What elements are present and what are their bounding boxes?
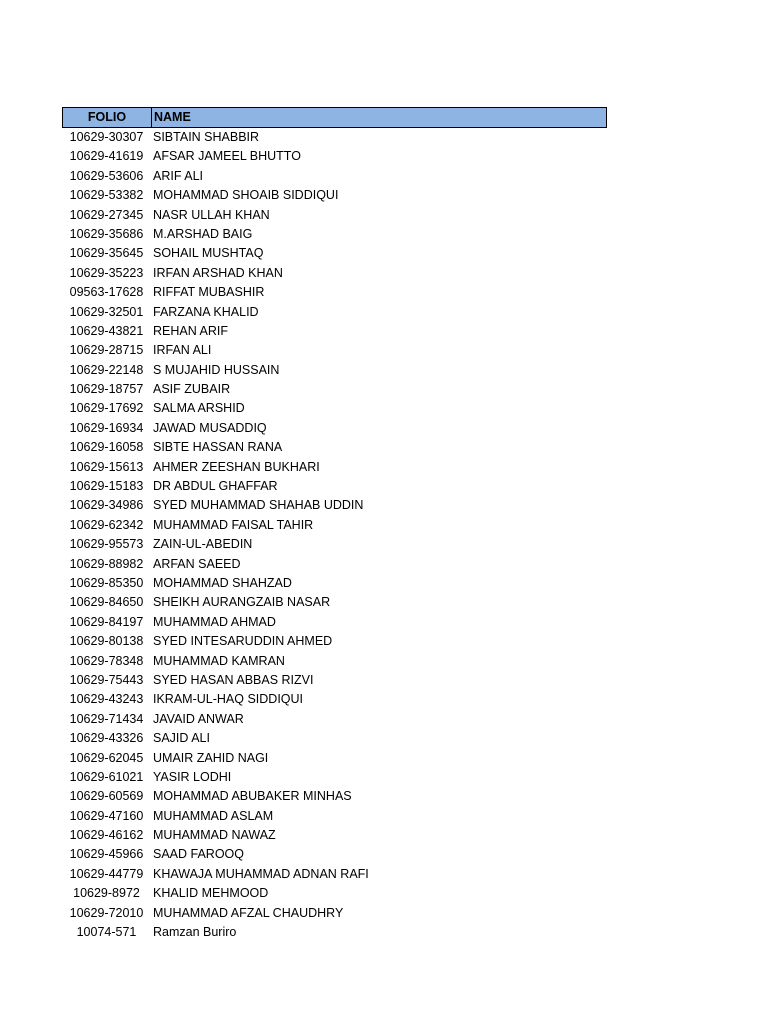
folio-cell: 10629-16934 xyxy=(69,420,144,435)
name-cell: S MUJAHID HUSSAIN xyxy=(153,362,280,377)
folio-cell: 10629-84197 xyxy=(69,614,144,629)
name-cell: FARZANA KHALID xyxy=(153,304,259,319)
table-row xyxy=(62,535,607,554)
table-row xyxy=(62,555,607,574)
folio-cell: 10629-43243 xyxy=(69,692,144,707)
name-cell: YASIR LODHI xyxy=(153,769,232,784)
folio-cell: 10629-34986 xyxy=(69,498,144,513)
name-cell: MUHAMMAD ASLAM xyxy=(153,808,274,823)
table-row xyxy=(62,613,607,632)
folio-cell: 10629-43326 xyxy=(69,731,144,746)
table-row xyxy=(62,264,607,283)
name-cell: MUHAMMAD FAISAL TAHIR xyxy=(153,517,314,532)
folio-cell: 10629-28715 xyxy=(69,343,144,358)
name-cell: RIFFAT MUBASHIR xyxy=(153,285,265,300)
name-cell: KHAWAJA MUHAMMAD ADNAN RAFI xyxy=(153,866,369,881)
folio-cell: 10629-61021 xyxy=(69,769,144,784)
table-row xyxy=(62,477,607,496)
table-row xyxy=(62,671,607,690)
name-cell: SYED INTESARUDDIN AHMED xyxy=(153,634,333,649)
table-row xyxy=(62,632,607,651)
table-row xyxy=(62,128,607,147)
folio-cell: 10629-95573 xyxy=(69,537,144,552)
folio-cell: 10629-53382 xyxy=(69,188,144,203)
name-cell: SYED HASAN ABBAS RIZVI xyxy=(153,672,314,687)
folio-header: FOLIO xyxy=(63,108,152,127)
table-row xyxy=(62,380,607,399)
table-row xyxy=(62,496,607,515)
folio-cell: 10629-44779 xyxy=(69,866,144,881)
folio-cell: 10629-27345 xyxy=(69,207,144,222)
table-row xyxy=(62,341,607,360)
table-row xyxy=(62,283,607,302)
name-cell: M.ARSHAD BAIG xyxy=(153,226,253,241)
folio-cell: 10629-46162 xyxy=(69,828,144,843)
folio-cell: 10629-75443 xyxy=(69,672,144,687)
name-cell: IRFAN ALI xyxy=(153,343,212,358)
table-row xyxy=(62,322,607,341)
name-cell: ASIF ZUBAIR xyxy=(153,382,231,397)
table-row xyxy=(62,225,607,244)
folio-cell: 09563-17628 xyxy=(69,285,144,300)
name-cell: JAVAID ANWAR xyxy=(153,711,244,726)
name-cell: NASR ULLAH KHAN xyxy=(153,207,270,222)
name-cell: MUHAMMAD NAWAZ xyxy=(153,828,276,843)
folio-cell: 10629-72010 xyxy=(69,905,144,920)
folio-cell: 10629-78348 xyxy=(69,653,144,668)
folio-cell: 10629-45966 xyxy=(69,847,144,862)
name-cell: MUHAMMAD AFZAL CHAUDHRY xyxy=(153,905,344,920)
folio-cell: 10629-62045 xyxy=(69,750,144,765)
folio-cell: 10629-47160 xyxy=(69,808,144,823)
table-row xyxy=(62,303,607,322)
table-row xyxy=(62,147,607,166)
name-cell: SOHAIL MUSHTAQ xyxy=(153,246,264,261)
folio-cell: 10629-35645 xyxy=(69,246,144,261)
table-row xyxy=(62,904,607,923)
name-cell: KHALID MEHMOOD xyxy=(153,886,269,901)
name-cell: AFSAR JAMEEL BHUTTO xyxy=(153,149,301,164)
table-row xyxy=(62,458,607,477)
name-cell: Ramzan Buriro xyxy=(153,925,237,940)
table-row xyxy=(62,438,607,457)
folio-cell: 10629-53606 xyxy=(69,168,144,183)
table-row xyxy=(62,574,607,593)
table-row xyxy=(62,710,607,729)
name-cell: ARFAN SAEED xyxy=(153,556,241,571)
folio-cell: 10629-71434 xyxy=(69,711,144,726)
folio-cell: 10629-43821 xyxy=(69,323,144,338)
folio-cell: 10629-85350 xyxy=(69,575,144,590)
folio-cell: 10629-88982 xyxy=(69,556,144,571)
table-row xyxy=(62,826,607,845)
name-cell: DR ABDUL GHAFFAR xyxy=(153,479,278,494)
folio-cell: 10629-62342 xyxy=(69,517,144,532)
name-cell: JAWAD MUSADDIQ xyxy=(153,420,267,435)
folio-cell: 10629-32501 xyxy=(69,304,144,319)
table-row xyxy=(62,516,607,535)
folio-cell: 10629-35686 xyxy=(69,226,144,241)
name-cell: SAAD FAROOQ xyxy=(153,847,244,862)
folio-cell: 10629-18757 xyxy=(69,382,144,397)
name-cell: MOHAMMAD ABUBAKER MINHAS xyxy=(153,789,352,804)
table-row xyxy=(62,244,607,263)
folio-cell: 10629-22148 xyxy=(69,362,144,377)
table-row xyxy=(62,206,607,225)
name-cell: ZAIN-UL-ABEDIN xyxy=(153,537,253,552)
folio-table xyxy=(62,107,607,942)
table-row xyxy=(62,419,607,438)
header-row xyxy=(62,107,607,128)
table-body xyxy=(62,128,607,942)
table-row xyxy=(62,361,607,380)
name-cell: SHEIKH AURANGZAIB NASAR xyxy=(153,595,331,610)
folio-cell: 10629-17692 xyxy=(69,401,144,416)
table-row xyxy=(62,690,607,709)
name-cell: IKRAM-UL-HAQ SIDDIQUI xyxy=(153,692,304,707)
table-row xyxy=(62,729,607,748)
name-cell: MOHAMMAD SHAHZAD xyxy=(153,575,292,590)
folio-cell: 10629-16058 xyxy=(69,440,144,455)
table-row xyxy=(62,768,607,787)
name-cell: SAJID ALI xyxy=(153,731,210,746)
table-row xyxy=(62,865,607,884)
table-row xyxy=(62,845,607,864)
name-cell: ARIF ALI xyxy=(153,168,204,183)
name-cell: MUHAMMAD AHMAD xyxy=(153,614,276,629)
table-row xyxy=(62,399,607,418)
folio-cell: 10629-80138 xyxy=(69,634,144,649)
table-row xyxy=(62,167,607,186)
folio-cell: 10629-30307 xyxy=(69,130,144,144)
folio-cell: 10629-84650 xyxy=(69,595,144,610)
name-cell: SIBTE HASSAN RANA xyxy=(153,440,283,455)
name-cell: AHMER ZEESHAN BUKHARI xyxy=(153,459,320,474)
name-cell: SIBTAIN SHABBIR xyxy=(153,130,260,144)
folio-cell: 10629-15613 xyxy=(69,459,144,474)
name-cell: REHAN ARIF xyxy=(153,323,229,338)
table-row xyxy=(62,787,607,806)
name-cell: MOHAMMAD SHOAIB SIDDIQUI xyxy=(153,188,339,203)
table-row xyxy=(62,749,607,768)
folio-cell: 10074-571 xyxy=(76,925,137,940)
name-cell: SALMA ARSHID xyxy=(153,401,245,416)
name-cell: IRFAN ARSHAD KHAN xyxy=(153,265,283,280)
name-cell: MUHAMMAD KAMRAN xyxy=(153,653,285,668)
name-cell: UMAIR ZAHID NAGI xyxy=(153,750,269,765)
table-row xyxy=(62,807,607,826)
table-row xyxy=(62,186,607,205)
name-cell: SYED MUHAMMAD SHAHAB UDDIN xyxy=(153,498,364,513)
folio-cell: 10629-60569 xyxy=(69,789,144,804)
table-row xyxy=(62,923,607,942)
table-row xyxy=(62,593,607,612)
folio-cell: 10629-35223 xyxy=(69,265,144,280)
table-row xyxy=(62,652,607,671)
name-header: NAME xyxy=(154,110,191,124)
folio-cell: 10629-41619 xyxy=(69,149,144,164)
table-row xyxy=(62,884,607,903)
folio-cell: 10629-8972 xyxy=(73,886,140,901)
folio-cell: 10629-15183 xyxy=(69,479,144,494)
